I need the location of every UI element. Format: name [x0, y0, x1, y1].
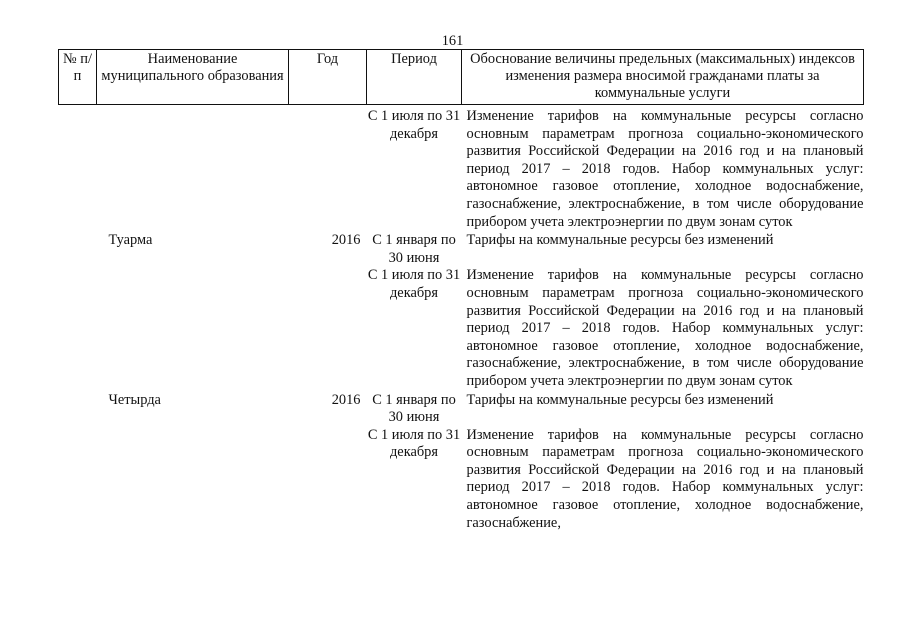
table-header — [59, 50, 864, 105]
page-number: 161 — [441, 33, 464, 49]
cell-num — [59, 427, 97, 533]
table-row — [59, 231, 864, 267]
cell-justification: Тарифы на коммунальные ресурсы без изменений — [466, 232, 774, 249]
header-year: Год — [289, 50, 367, 105]
header-justification: Обоснование величины предельных (максимальных) индексов изменения размера вносимой гражданами платы за коммунальные услуги — [462, 50, 864, 105]
cell-period: С 1 января по 30 июня — [372, 391, 456, 426]
tariff-table-container — [58, 49, 863, 532]
cell-period: С 1 июля по 31 декабря — [367, 267, 461, 301]
cell-period: С 1 января по 30 июня — [372, 232, 456, 266]
cell-year — [289, 267, 367, 390]
cell-period: С 1 июля по 31 декабря — [367, 108, 461, 142]
header-num: № п/п — [59, 50, 97, 105]
cell-municipality: Туарма — [108, 232, 153, 249]
header-period: Период — [367, 50, 462, 105]
cell-year — [289, 427, 367, 533]
cell-justification: Изменение тарифов на коммунальные ресурсы согласно основным параметрам прогноза социально-экономического развития Российской Федерации на 2016 год и на плановый период 2017 – 2018 годов. Набор коммунальных услуг: автономное газовое отопление, холодное водоснабжение, газоснабжение, — [466, 426, 864, 531]
header-municipality: Наименование муниципального образования — [97, 50, 289, 105]
cell-period: С 1 июля по 31 декабря — [367, 426, 461, 461]
cell-num — [59, 267, 97, 390]
cell-municipality: Четырда — [108, 391, 161, 408]
cell-justification: Тарифы на коммунальные ресурсы без изменений — [466, 391, 774, 408]
cell-municipality — [97, 427, 289, 533]
cell-justification: Изменение тарифов на коммунальные ресурсы согласно основным параметрам прогноза социально-экономического развития Российской Федерации на 2016 год и на плановый период 2017 – 2018 годов. Набор коммунальных услуг: автономное газовое отопление, холодное водоснабжение, газоснабжение, электроснабжение, в том числе оборудование прибором учета электроэнергии по двум зонам суток — [466, 267, 864, 389]
cell-justification: Изменение тарифов на коммунальные ресурсы согласно основным параметрам прогноза социально-экономического развития Российской Федерации на 2016 год и на плановый период 2017 – 2018 годов. Набор коммунальных услуг: автономное газовое отопление, холодное водоснабжение, газоснабжение, электроснабжение, в том числе оборудование прибором учета электроэнергии по двум зонам суток — [466, 108, 864, 230]
cell-num — [59, 231, 97, 267]
cell-year — [289, 105, 367, 232]
table-row — [59, 105, 864, 232]
table-row — [59, 391, 864, 427]
cell-municipality — [97, 105, 289, 232]
cell-year: 2016 — [331, 391, 361, 408]
cell-year: 2016 — [331, 232, 361, 249]
tariff-index-table — [58, 49, 864, 532]
cell-num — [59, 105, 97, 232]
table-row — [59, 267, 864, 390]
table-row — [59, 427, 864, 533]
cell-num — [59, 391, 97, 427]
cell-municipality — [97, 267, 289, 390]
table-body — [59, 105, 864, 533]
